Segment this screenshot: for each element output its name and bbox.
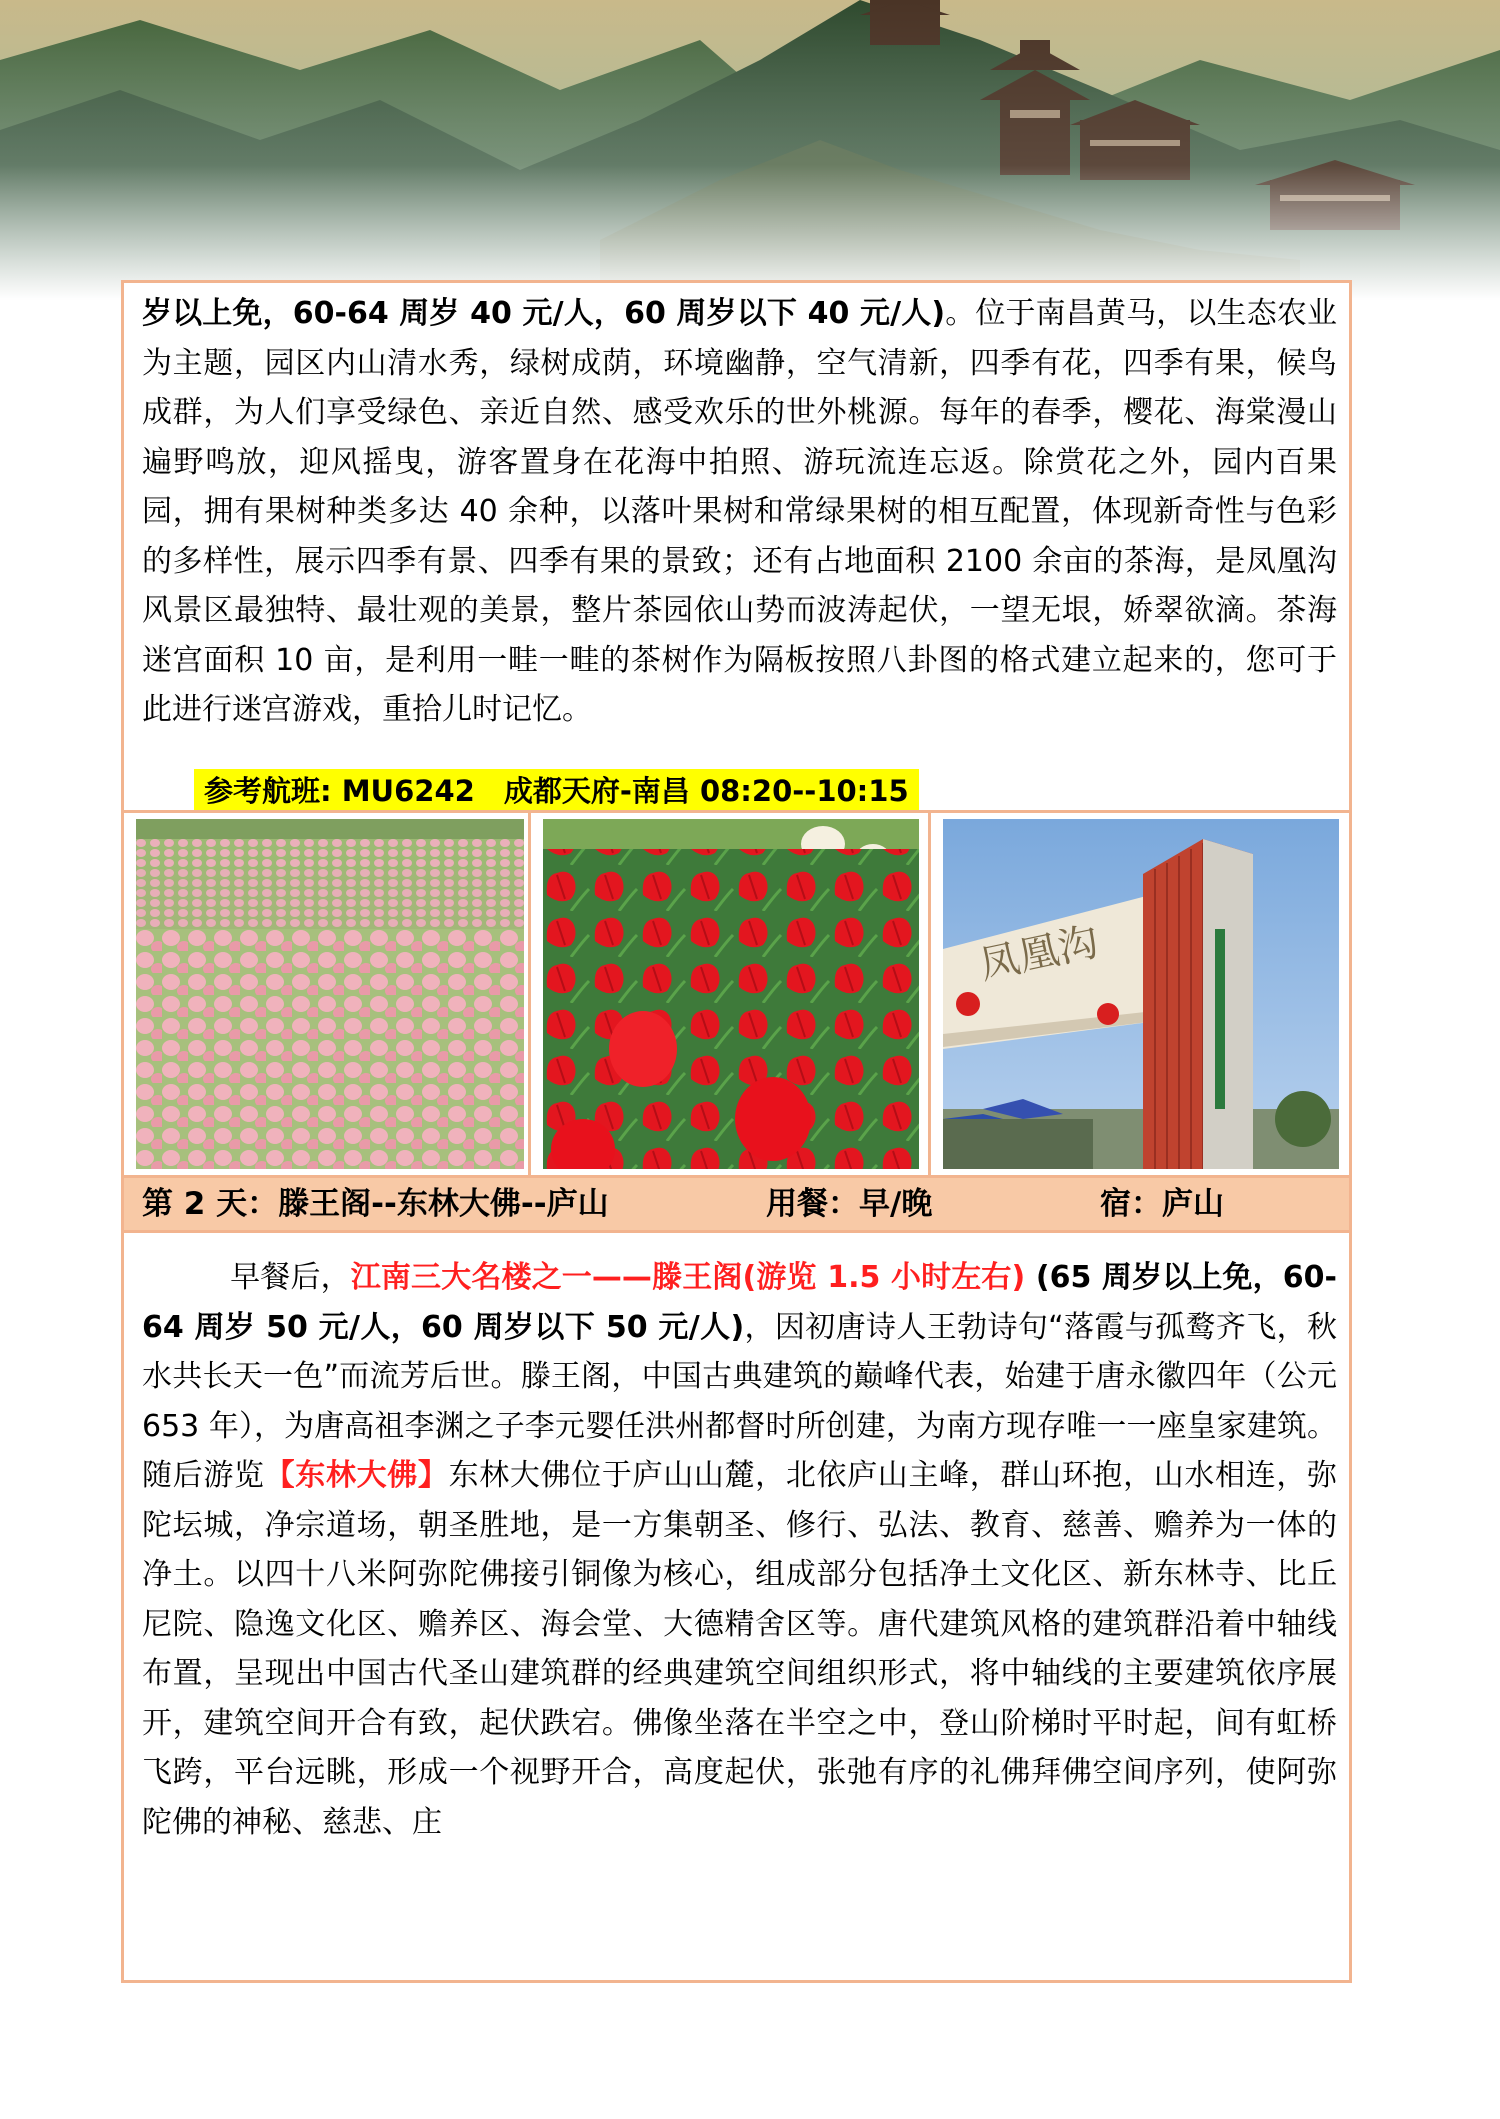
day2-title: 第 2 天：滕王阁--东林大佛--庐山 xyxy=(142,1186,609,1222)
gate-sign-text: 凤凰沟 xyxy=(975,918,1103,989)
tengwang-ticket-note: (65 周岁以上免，60-64 周岁 50 元/人，60 周岁以下 50 元/人) xyxy=(142,1260,1338,1345)
pink-tulip-field-photo xyxy=(136,819,524,1169)
reference-flight: 参考航班: MU6242 成都天府-南昌 08:20--10:15 xyxy=(194,769,919,813)
header-landscape-banner xyxy=(0,0,1500,300)
photo-cell-2 xyxy=(531,813,931,1175)
day1-description-text: 。位于南昌黄马，以生态农业为主题，园区内山清水秀，绿树成荫，环境幽静，空气清新，四季有花，四季有果，候鸟成群，为人们享受绿色、亲近自然、感受欢乐的世外桃源。每年的春季，樱花、海棠漫山遍野鸣放，迎风摇曳，游客置身在花海中拍照、游玩流连忘返。除赏花之外，园内百果园，拥有果树种类多达 40 余种，以落叶果树和常绿果树的相互配置，体现新奇性与色彩的多样性，展示四季有景、四季有果的景致；还有占地面积 2100 余亩的茶海，是凤凰沟风景区最独特、最壮观的美景，整片茶园依山势而波涛起伏，一望无垠，娇翠欲滴。茶海迷宫面积 10 亩，是利用一畦一畦的茶树作为隔板按照八卦图的格式建立起来的，您可于此进行迷宫游戏，重拾儿时记忆。 xyxy=(142,296,1338,727)
day2-header-bar xyxy=(124,1178,1349,1233)
mountain-pavilion-illustration xyxy=(0,0,1500,300)
ticket-price-note: 岁以上免，60-64 周岁 40 元/人，60 周岁以下 40 元/人) xyxy=(142,296,946,331)
day2-description xyxy=(142,1253,1337,1847)
photo-cell-1 xyxy=(124,813,531,1175)
tengwang-description: ，因初唐诗人王勃诗句“落霞与孤鹜齐飞，秋水共长天一色”而流芳后世。滕王阁，中国古典建筑的巅峰代表，始建于唐永徽四年（公元 653 年），为唐高祖李渊之子李元婴任洪州都督时所创建，为南方现存唯一一座皇家建筑。随后游览 xyxy=(142,1309,1337,1493)
day2-accommodation: 宿：庐山 xyxy=(1100,1186,1224,1222)
donglin-description: 东林大佛位于庐山山麓，北依庐山主峰，群山环抱，山水相连，弥陀坛城，净宗道场，朝圣胜地，是一方集朝圣、修行、弘法、教育、慈善、赡养为一体的净土。以四十八米阿弥陀佛接引铜像为核心，组成部分包括净土文化区、新东林寺、比丘尼院、隐逸文化区、赡养区、海会堂、大德精舍区等。唐代建筑风格的建筑群沿着中轴线布置，呈现出中国古代圣山建筑群的经典建筑空间组织形式，将中轴线的主要建筑依序展开，建筑空间开合有致，起伏跌宕。佛像坐落在半空之中，登山阶梯时平时起，间有虹桥飞跨，平台远眺，形成一个视野开合，高度起伏，张弛有序的礼佛拜佛空间序列，使阿弥陀佛的神秘、慈悲、庄 xyxy=(142,1458,1338,1840)
red-tulips-photo xyxy=(543,819,919,1169)
day1-description xyxy=(142,289,1337,735)
tengwang-pavilion-highlight: 江南三大名楼之一——滕王阁(游览 1.5 小时左右) xyxy=(350,1260,1026,1295)
photo-cell-3 xyxy=(931,813,1349,1175)
day2-intro: 早餐后， xyxy=(230,1260,351,1295)
donglin-buddha-highlight: 【东林大佛】 xyxy=(264,1458,449,1493)
itinerary-table xyxy=(121,280,1352,1983)
fenghuanggou-gate-photo xyxy=(943,819,1339,1169)
photo-row xyxy=(124,810,1349,1178)
day2-meals: 用餐：早/晚 xyxy=(766,1186,933,1222)
